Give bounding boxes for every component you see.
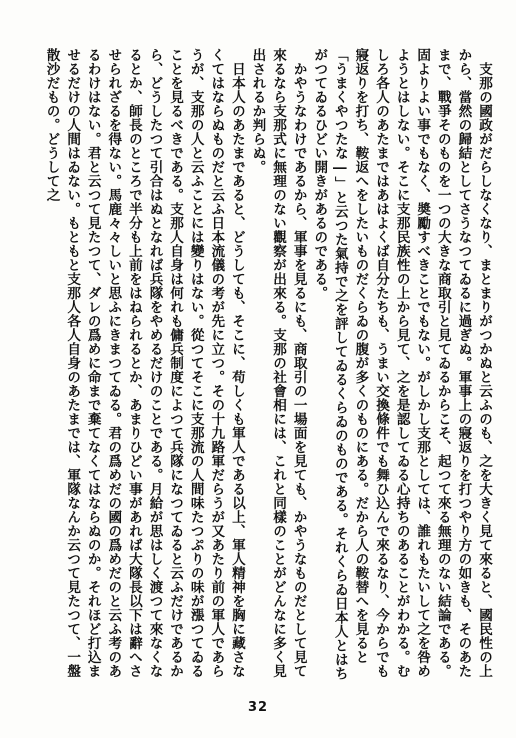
paragraph-3: 日本人のあたまであると、どうしても、そこに、苟しくも軍人である以上、軍人精神を胸に藏さなくてはならぬものだと云ふ日本流儀の考が先に立つ。その十九路軍だらうが又あたり前の軍人であらうが、支那の人と云ふことには變りはない。從つてそこに支那流の人間味たつぷりの味が漲つてゐることを見るべきである。支那人自身は何れも傭兵制度によつて兵隊になつてゐると云ふだけであるから、どうしたつて引合はぬとなれば兵隊をやめるだけのことである。月給が思はしく渡つて來なくなるとか、師長のところで半分も上前をはねられるとか、あまりひどい事があれば大隊長以下は辭へさせられざるを得ない。馬鹿々々しいと思ふにきまつてゐる。君の爲めだの國の爲めだのと云ふ考のあるわけはない。君と云つて見たつて、ダレの爲めに命まで棄てなくてはならぬのか。それほど打込ませるだけの人間はゐない。もともと支那人各人自身のあたまでは、軍隊なんか云つて見たつて、一盤散沙だもの。どうして之: [43, 48, 245, 678]
page-number: 32: [247, 700, 269, 715]
paragraph-1: 支那の國政がだらしなくなり、まとまりがつかぬと云ふのも、之を大きく見て來ると、國民性の上から、當然の歸結としてさうなつてゐるに過ぎぬ。軍事上の寢返りを打つやり方の如きも、そのあたまで、戰爭そのものを一つの大きな商取引と見てゐるからこそ、起つて來る無理のない結論である。固よりよい事でもなく、奬勵すべきことでもない。がしかし支那としては、誰れもたいして之を咎めようとはしない。そこに支那民族性の上から見て、之を是認してゐる心持ちのあることがわかる。むしろ各人のあたまではあはよくば自分たちも、うまい交換條件でも舞ひ込んで來るなり、今からでも寢返りを打ち、鞍返へをしたいものだくらゐの腹が多くのものにある。だから人の鞍替へを見ると「うまくやつたな―」と云つた氣持で之を評してゐるくらゐのものである。それくらゐ日本人とはちがつてゐるひどい開きがあるのである。: [311, 48, 492, 681]
paragraph-2: かやうなわけであるから、軍事を見るにも、商取引の一場面を見ても、かやうなものだとして見て來るなら支那式に無理のない觀察が出來る。支那の社會相には、これと同樣のことがどんなに多く見出されるか判らぬ。: [249, 48, 307, 678]
vertical-text-body: [16, 48, 494, 684]
